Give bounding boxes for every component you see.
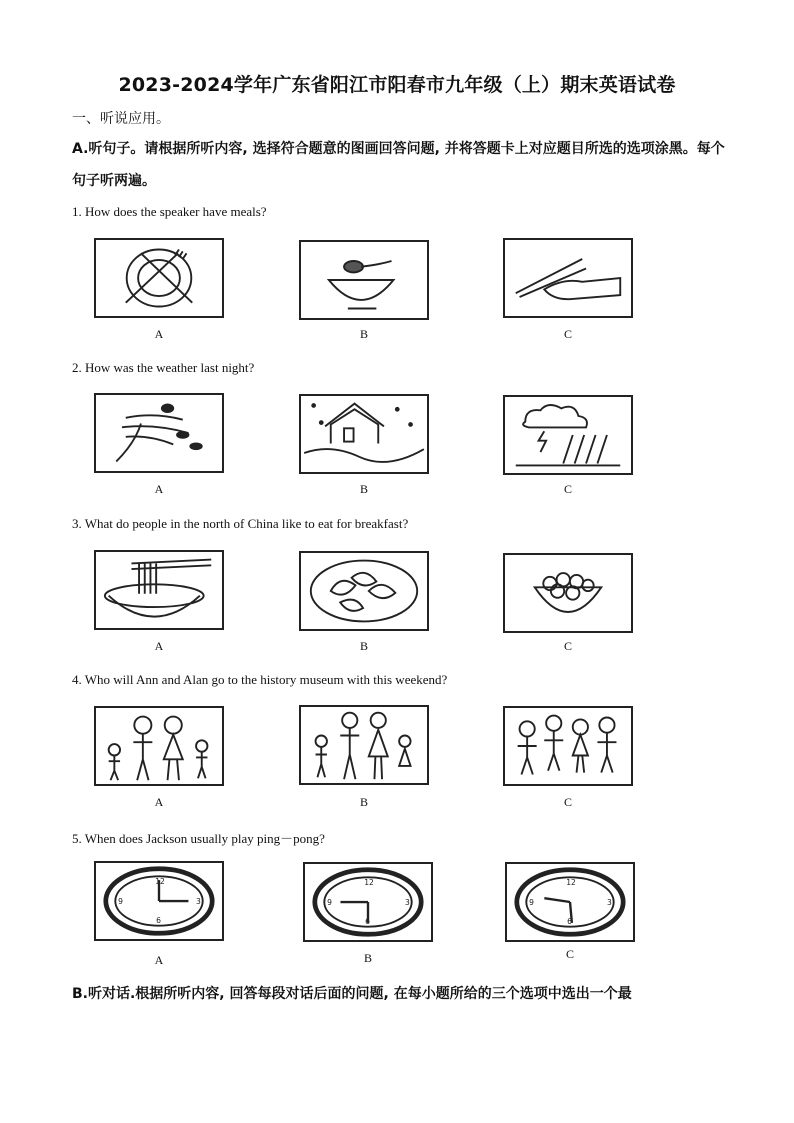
question-3: 3. What do people in the north of China like to eat for breakfast? <box>72 516 409 531</box>
svg-text:9: 9 <box>118 896 123 906</box>
noodles-icon <box>94 550 224 630</box>
svg-text:6: 6 <box>365 916 370 926</box>
question-5: 5. When does Jackson usually play ping－pong? <box>72 831 325 846</box>
svg-text:3: 3 <box>196 896 201 906</box>
option-label: A <box>154 639 164 653</box>
svg-text:9: 9 <box>529 897 534 907</box>
windy-icon <box>94 393 224 473</box>
option-label: B <box>359 795 368 809</box>
page-title: 2023-2024学年广东省阳江市阳春市九年级（上）期末英语试卷 <box>118 74 676 96</box>
chopsticks-hand-icon <box>503 238 633 318</box>
svg-text:12: 12 <box>155 876 165 886</box>
clock-c-icon <box>505 862 635 942</box>
option-label: B <box>359 639 368 653</box>
option-label: B <box>359 327 368 341</box>
clock-b-icon <box>303 862 433 942</box>
snowy-icon <box>299 394 429 474</box>
parents-icon <box>299 705 429 785</box>
svg-text:6: 6 <box>156 915 161 925</box>
part-b-instructions: B.听对话.根据所听内容, 回答每段对话后面的问题, 在每小题所给的三个选项中选出一个最 <box>72 986 632 1002</box>
svg-text:12: 12 <box>364 877 374 887</box>
question-2: 2. How was the weather last night? <box>72 360 255 375</box>
option-label: A <box>154 795 164 809</box>
option-label: C <box>563 795 572 809</box>
bowl-spoon-icon <box>299 240 429 320</box>
option-label: B <box>359 482 368 496</box>
plate-knife-fork-icon <box>94 238 224 318</box>
svg-text:9: 9 <box>327 897 332 907</box>
question-4: 4. Who will Ann and Alan go to the history museum with this weekend? <box>72 672 448 687</box>
option-label: A <box>154 327 164 341</box>
option-label: C <box>563 482 572 496</box>
part-a-instructions: A.听句子。请根据所听内容, 选择符合题意的图画回答问题, 并将答题卡上对应题目所选的选项涂黑。每个句子听两遍。 <box>72 141 725 189</box>
svg-text:6: 6 <box>567 916 572 926</box>
question-1: 1. How does the speaker have meals? <box>72 204 267 219</box>
svg-text:12: 12 <box>566 877 576 887</box>
svg-text:3: 3 <box>405 897 410 907</box>
clock-a-icon <box>94 861 224 941</box>
option-label: C <box>565 947 574 961</box>
section-heading: 一、听说应用。 <box>72 111 170 127</box>
option-label: C <box>563 327 572 341</box>
option-label: A <box>154 953 164 967</box>
svg-text:3: 3 <box>607 897 612 907</box>
grandparents-icon <box>94 706 224 786</box>
option-label: A <box>154 482 164 496</box>
rainy-icon <box>503 395 633 475</box>
dumplings-icon <box>299 551 429 631</box>
option-label: B <box>363 951 372 965</box>
option-label: C <box>563 639 572 653</box>
friends-icon <box>503 706 633 786</box>
tangyuan-icon <box>503 553 633 633</box>
